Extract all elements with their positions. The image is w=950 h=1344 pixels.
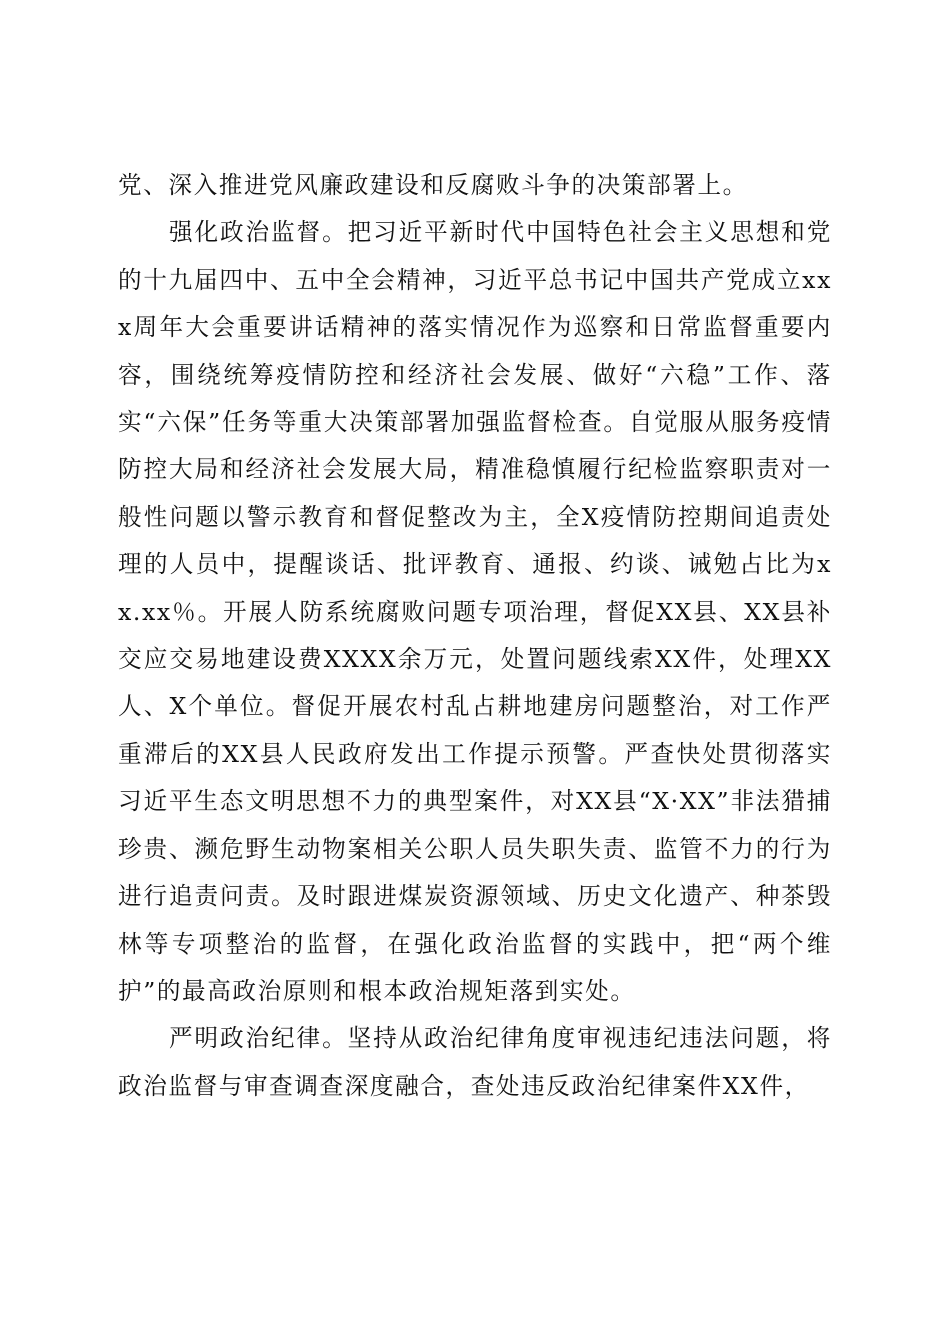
paragraph-continuation: 党、深入推进党风廉政建设和反腐败斗争的决策部署上。	[118, 171, 748, 199]
document-body	[118, 162, 832, 1110]
paragraph-political-supervision: 强化政治监督。把习近平新时代中国特色社会主义思想和党的十九届四中、五中全会精神，习近平总书记中国共产党成立xxx周年大会重要讲话精神的落实情况作为巡察和日常监督重要内容，围绕统筹疫情防控和经济社会发展、做好“六稳”工作、落实“六保”任务等重大决策部署加强监督检查。自觉服从服务疫情防控大局和经济社会发展大局，精准稳慎履行纪检监察职责对一般性问题以警示教育和督促整改为主，全X疫情防控期间追责处理的人员中，提醒谈话、批评教育、通报、约谈、诫勉占比为xx.xx％。开展人防系统腐败问题专项治理，督促XX县、XX县补交应交易地建设费XXXX余万元，处置问题线索XX件，处理XX人、X个单位。督促开展农村乱占耕地建房问题整治，对工作严重滞后的XX县人民政府发出工作提示预警。严查快处贯彻落实习近平生态文明思想不力的典型案件，对XX县“X·XX”非法猎捕珍贵、濒危野生动物案相关公职人员失职失责、监管不力的行为进行追责问责。及时跟进煤炭资源领域、历史文化遗产、种茶毁林等专项整治的监督，在强化政治监督的实践中，把“两个维护”的最高政治原则和根本政治规矩落到实处。	[118, 218, 832, 1005]
paragraph-political-discipline: 严明政治纪律。坚持从政治纪律角度审视违纪违法问题，将政治监督与审查调查深度融合，查处违反政治纪律案件XX件，	[118, 1024, 832, 1100]
